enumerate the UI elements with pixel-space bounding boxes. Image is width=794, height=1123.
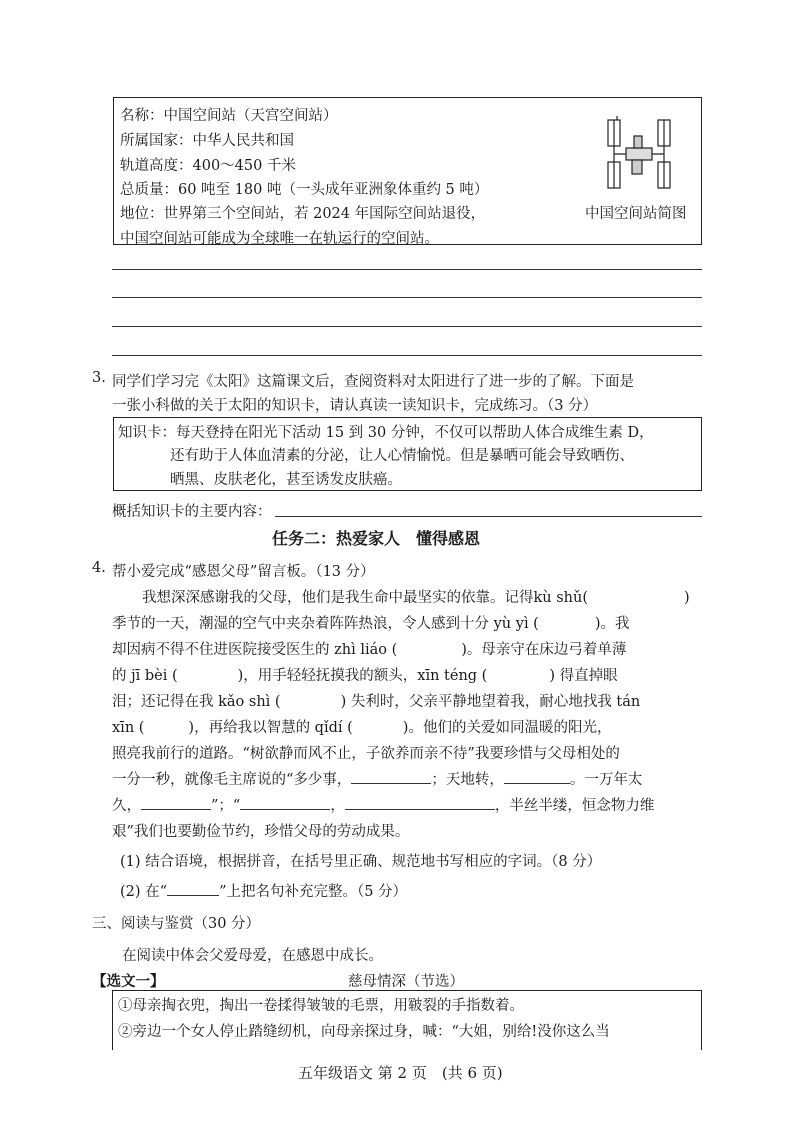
space-station-diagram — [604, 114, 676, 194]
summary-answer-line[interactable] — [275, 516, 702, 517]
reading-title: 慈母情深（节选） — [348, 974, 464, 990]
q4-line-9-text: 久， — [112, 798, 141, 814]
poem-blank-4[interactable] — [240, 809, 330, 810]
q4-line-9-q: ”；“ — [211, 798, 241, 814]
poem-blank-5[interactable] — [345, 809, 495, 810]
q4-title: 帮小爱完成“感恩父母”留言板。（13 分） — [112, 564, 375, 580]
poem-blank-3[interactable] — [141, 809, 211, 810]
figure-caption: 中国空间站简图 — [585, 206, 687, 222]
q4-sub-2-text: (2) 在“ — [120, 884, 168, 900]
answer-line-2[interactable] — [112, 297, 702, 298]
q4-sub-2-tail: ”上把名句补充完整。（5 分） — [219, 884, 408, 900]
reading-label: 【选文一】 — [92, 973, 165, 990]
q4-line-9-comma: ， — [330, 798, 345, 814]
info-line-5: 地位：世界第三个空间站，若 2024 年国际空间站退役， — [120, 206, 486, 222]
answer-line-3[interactable] — [112, 326, 702, 327]
q4-line-3 — [112, 638, 626, 659]
q4-line-6-mid: )，再给我以智慧的 qǐdí ( — [188, 720, 353, 736]
q4-line-3-text: 却因病不得不住进医院接受医生的 zhì liáo ( — [112, 642, 398, 658]
task2-title: 任务二：热爱家人 懂得感恩 — [272, 529, 481, 548]
q4-sub-question-2 — [120, 880, 407, 901]
q4-line-8-tail: 。一万年太 — [569, 772, 643, 788]
info-line-4: 总质量：60 吨至 180 吨（一头成年亚洲象体重约 5 吨） — [120, 182, 489, 198]
sub2-blank-example — [167, 895, 219, 896]
q4-line-1-close: ) — [684, 590, 690, 606]
q4-line-4-mid: )，用手轻轻抚摸我的额头，xīn téng ( — [237, 668, 488, 684]
reading-para-2: ②旁边一个女人停止踏缝纫机，向母亲探过身，喊：“大姐，别给!没你这么当 — [118, 1024, 610, 1040]
reading-para-1: ①母亲掏衣兜，掏出一卷揉得皱皱的毛票，用皲裂的手指数着。 — [118, 998, 524, 1014]
q4-line-4 — [112, 664, 618, 685]
q4-line-10: 艰”我们也要勤俭节约，珍惜父母的劳动成果。 — [112, 824, 410, 840]
summary-label: 概括知识卡的主要内容： — [112, 504, 272, 520]
q3-prompt-line-2: 一张小科做的关于太阳的知识卡，请认真读一读知识卡，完成练习。（3 分） — [112, 398, 598, 414]
q4-line-8 — [112, 768, 642, 789]
knowledge-card-line-2: 还有助于人体血清素的分泌，让人心情愉悦。但是暴晒可能会导致晒伤、 — [170, 448, 634, 464]
q4-line-8-text: 一分一秒，就像毛主席说的“多少事， — [112, 772, 352, 788]
page-footer: 五年级语文 第 2 页 (共 6 页) — [298, 1064, 503, 1082]
knowledge-card-line-1: 知识卡：每天登持在阳光下活动 15 到 30 分钟，不仅可以帮助人体合成维生素 D， — [118, 425, 654, 441]
info-line-1: 名称：中国空间站（天宫空间站） — [120, 108, 338, 124]
q4-sub-question-1: (1) 结合语境，根据拼音，在括号里正确、规范地书写相应的字词。（8 分） — [120, 854, 602, 870]
q4-line-5-text: 泪；还记得在我 kǎo shì ( — [112, 694, 281, 710]
q4-line-9 — [112, 794, 654, 815]
section3-intro: 在阅读中体会父爱母爱，在感恩中成长。 — [122, 948, 383, 964]
q4-line-6-tail: )。他们的关爱如同温暖的阳光， — [402, 720, 612, 736]
q4-line-2-tail: )。我 — [594, 616, 630, 632]
q4-line-2-text: 季节的一天，潮湿的空气中夹杂着阵阵热浪，令人感到十分 yù yì ( — [112, 616, 539, 632]
q3-prompt-line-1: 同学们学习完《太阳》这篇课文后，查阅资料对太阳进行了进一步的了解。下面是 — [112, 374, 634, 390]
q4-number: 4. — [92, 560, 106, 576]
section3-title: 三、阅读与鉴赏（30 分） — [92, 916, 261, 932]
q4-line-3-tail: )。母亲守在床边弓着单薄 — [461, 642, 627, 658]
q4-line-6 — [112, 716, 611, 737]
info-line-3: 轨道高度：400～450 千米 — [120, 158, 296, 174]
knowledge-card-line-3: 晒黑、皮肤老化，甚至诱发皮肤癌。 — [170, 472, 402, 488]
q3-number: 3. — [92, 370, 106, 386]
q4-line-8-mid: ；天地转， — [431, 772, 504, 788]
info-line-2: 所属国家：中华人民共和国 — [120, 133, 294, 149]
q4-line-4-text: 的 jī bèi ( — [112, 668, 178, 684]
q4-line-5 — [112, 690, 640, 711]
q4-line-5-tail: ) 失利时，父亲平静地望着我，耐心地找我 tán — [340, 694, 641, 710]
q4-line-9-tail: ，半丝半缕，恒念物力维 — [494, 798, 655, 814]
answer-line-4[interactable] — [112, 355, 702, 356]
q4-line-1-text: 我想深深感谢我的父母，他们是我生命中最坚实的依靠。记得kù shǔ( — [142, 590, 589, 606]
q4-line-6-text: xīn ( — [112, 720, 145, 736]
q4-line-7: 照亮我前行的道路。“树欲静而风不止，子欲养而亲不待”我要珍惜与父母相处的 — [112, 746, 620, 762]
answer-line-1[interactable] — [112, 269, 702, 270]
q4-line-1 — [142, 586, 690, 607]
poem-blank-2[interactable] — [504, 783, 570, 784]
poem-blank-1[interactable] — [351, 783, 431, 784]
q4-line-2 — [112, 612, 630, 633]
info-line-6: 中国空间站可能成为全球唯一在轨运行的空间站。 — [120, 231, 439, 247]
q4-line-4-tail: ) 得直掉眼 — [549, 668, 618, 684]
